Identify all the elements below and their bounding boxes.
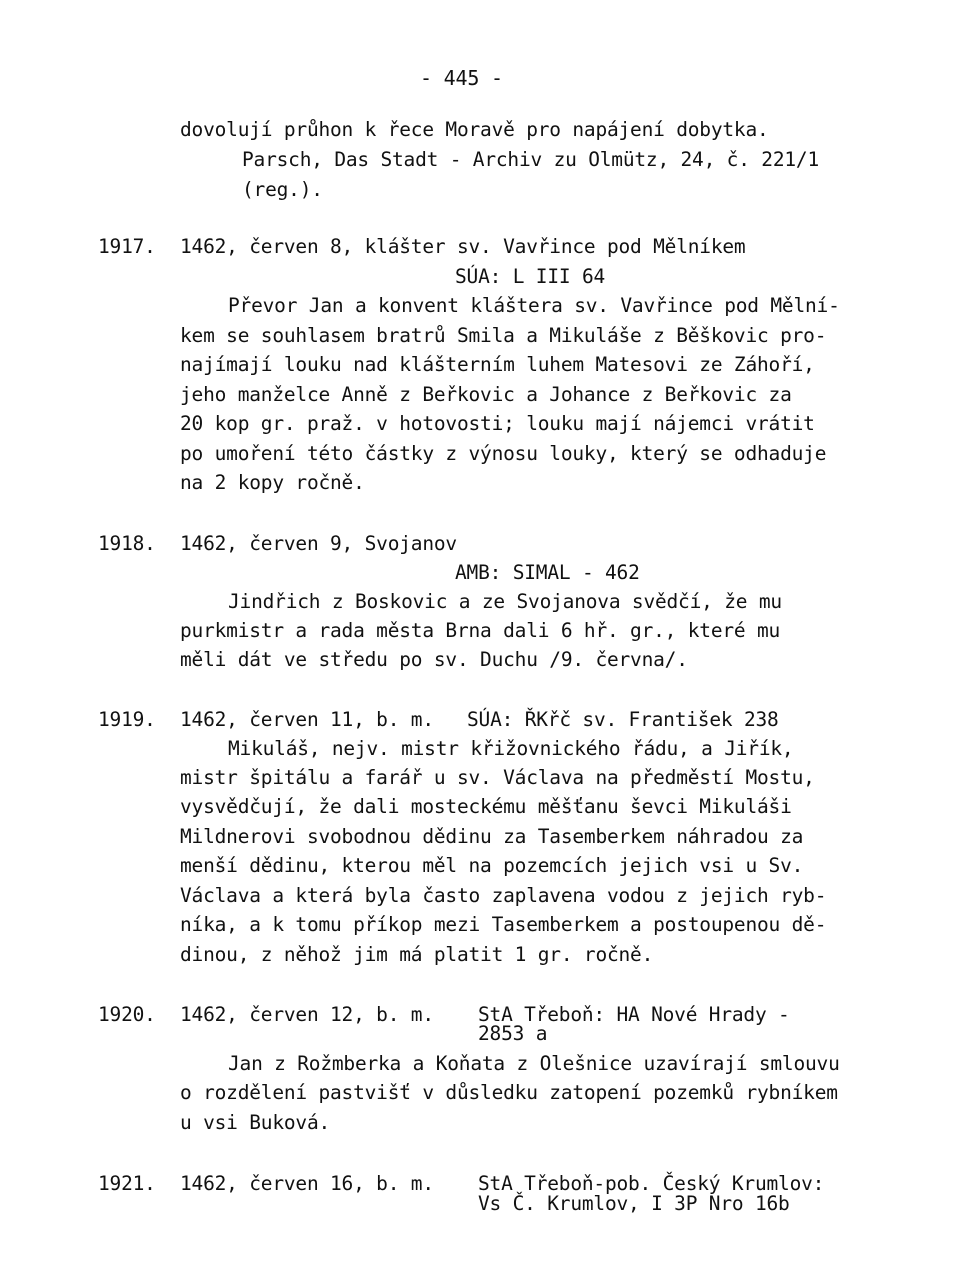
entry-text-line: níka, a k tomu příkop mezi Tasemberkem a postoupenou dě- [180, 913, 827, 936]
page-number: - 445 - [420, 66, 503, 90]
entry-text-line: vysvědčují, že dali mosteckému měšťanu ševci Mikuláši [180, 795, 792, 818]
entry-number: 1919. [98, 708, 156, 731]
entry-text-line: po umoření této částky z výnosu louky, který se odhaduje [180, 442, 827, 465]
entry-text-line: Převor Jan a konvent kláštera sv. Vavřince pod Mělní- [228, 294, 840, 317]
entry-heading: 1462, červen 11, b. m. [180, 708, 434, 731]
entry-text-line: Václava a která byla často zaplavena vodou z jejich ryb- [180, 884, 827, 907]
entry-archive: AMB: SIMAL - 462 [455, 561, 640, 584]
entry-text-line: najímají louku nad klášterním luhem Matesovi ze Záhoří, [180, 353, 815, 376]
entry-archive: SÚA: ŘKřč sv. František 238 [467, 708, 779, 731]
entry-archive: Vs Č. Krumlov, I 3P Nro 16b [478, 1192, 790, 1215]
entry-text-line: Jindřich z Boskovic a ze Svojanova svědčí, že mu [228, 590, 782, 613]
entry-text-line: dovolují průhon k řece Moravě pro napájení dobytka. [180, 118, 769, 141]
entry-text-line: 20 kop gr. praž. v hotovosti; louku mají nájemci vrátit [180, 412, 815, 435]
entry-text-line: Mildnerovi svobodnou dědinu za Tasemberkem náhradou za [180, 825, 804, 848]
entry-source-line: (reg.). [242, 178, 323, 201]
entry-archive: StA Třeboň: HA Nové Hrady - [478, 1003, 790, 1026]
entry-number: 1918. [98, 532, 156, 555]
entry-number: 1920. [98, 1003, 156, 1026]
entry-text-line: mistr špitálu a farář u sv. Václava na předměstí Mostu, [180, 766, 815, 789]
entry-text-line: o rozdělení pastvišť v důsledku zatopení pozemků rybníkem [180, 1081, 838, 1104]
entry-text-line: na 2 kopy ročně. [180, 471, 365, 494]
entry-text-line: dinou, z něhož jim má platit 1 gr. ročně. [180, 943, 654, 966]
entry-number: 1921. [98, 1172, 156, 1195]
entry-archive: 2853 a [478, 1022, 548, 1045]
entry-text-line: Jan z Rožmberka a Koňata z Olešnice uzavírají smlouvu [228, 1052, 840, 1075]
entry-number: 1917. [98, 235, 156, 258]
entry-text-line: menší dědinu, kterou měl na pozemcích jejich vsi u Sv. [180, 854, 804, 877]
entry-heading: 1462, červen 8, klášter sv. Vavřince pod Mělníkem [180, 235, 746, 258]
entry-text-line: jeho manželce Anně z Beřkovic a Johance z Beřkovic za [180, 383, 792, 406]
entry-heading: 1462, červen 16, b. m. [180, 1172, 434, 1195]
entry-source-line: Parsch, Das Stadt - Archiv zu Olmütz, 24, č. 221/1 [242, 148, 819, 171]
entry-text-line: Mikuláš, nejv. mistr křižovnického řádu, a Jiřík, [228, 737, 794, 760]
entry-text-line: u vsi Buková. [180, 1111, 331, 1134]
entry-archive: StA Třeboň-pob. Český Krumlov: [478, 1172, 825, 1195]
entry-text-line: kem se souhlasem bratrů Smila a Mikuláše z Běškovic pro- [180, 324, 827, 347]
entry-heading: 1462, červen 9, Svojanov [180, 532, 457, 555]
entry-heading: 1462, červen 12, b. m. [180, 1003, 434, 1026]
entry-archive: SÚA: L III 64 [455, 265, 606, 288]
entry-text-line: měli dát ve středu po sv. Duchu /9. června/. [180, 648, 688, 671]
entry-text-line: purkmistr a rada města Brna dali 6 hř. gr., které mu [180, 619, 781, 642]
